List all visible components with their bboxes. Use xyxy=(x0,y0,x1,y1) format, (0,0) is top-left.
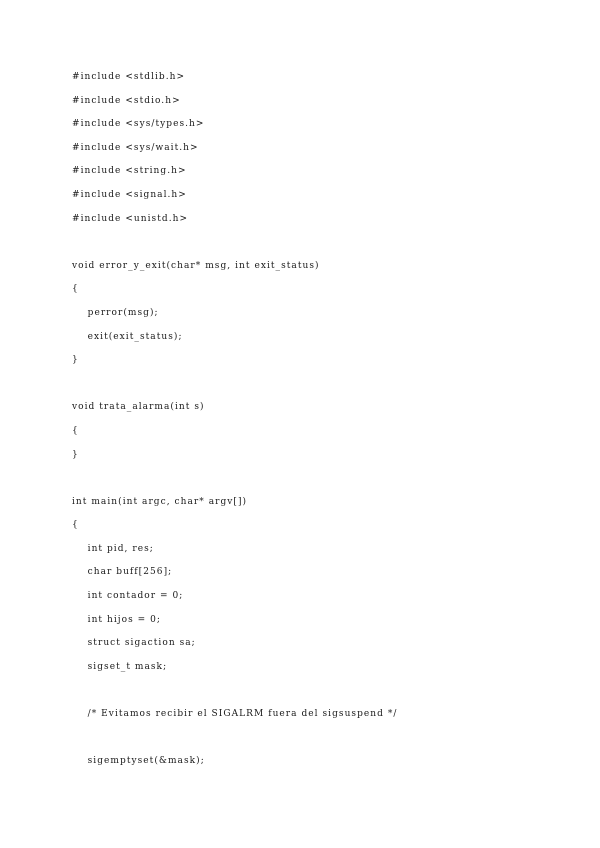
code-line xyxy=(72,377,572,401)
code-line: sigset_t mask; xyxy=(72,661,168,672)
code-line: { xyxy=(72,284,79,295)
code-line xyxy=(72,235,572,259)
code-line xyxy=(72,731,572,755)
code-line: /* Evitamos recibir el SIGALRM fuera del sigsuspend */ xyxy=(72,709,398,720)
code-listing xyxy=(72,70,572,778)
code-line xyxy=(72,683,572,707)
code-line: #include <stdio.h> xyxy=(72,95,181,106)
code-line: struct sigaction sa; xyxy=(72,638,196,649)
code-line: void trata_alarma(int s) xyxy=(72,402,205,413)
code-line: int pid, res; xyxy=(72,543,154,554)
code-line: } xyxy=(72,449,79,460)
code-line: #include <unistd.h> xyxy=(72,213,189,224)
code-line: #include <signal.h> xyxy=(72,189,187,200)
code-line: exit(exit_status); xyxy=(72,331,183,342)
code-line: int main(int argc, char* argv[]) xyxy=(72,496,248,507)
code-line: void error_y_exit(char* msg, int exit_status) xyxy=(72,260,320,271)
code-line xyxy=(72,471,572,495)
code-line: #include <string.h> xyxy=(72,166,187,177)
code-line: perror(msg); xyxy=(72,307,159,318)
code-line: #include <sys/wait.h> xyxy=(72,142,199,153)
code-line: } xyxy=(72,355,79,366)
code-line: char buff[256]; xyxy=(72,567,173,578)
code-line: #include <stdlib.h> xyxy=(72,72,186,82)
code-line: sigemptyset(&mask); xyxy=(72,756,205,767)
code-line: int hijos = 0; xyxy=(72,614,162,625)
code-line: { xyxy=(72,520,79,531)
code-line: { xyxy=(72,425,79,436)
code-line: int contador = 0; xyxy=(72,591,184,602)
code-line: #include <sys/types.h> xyxy=(72,119,205,130)
